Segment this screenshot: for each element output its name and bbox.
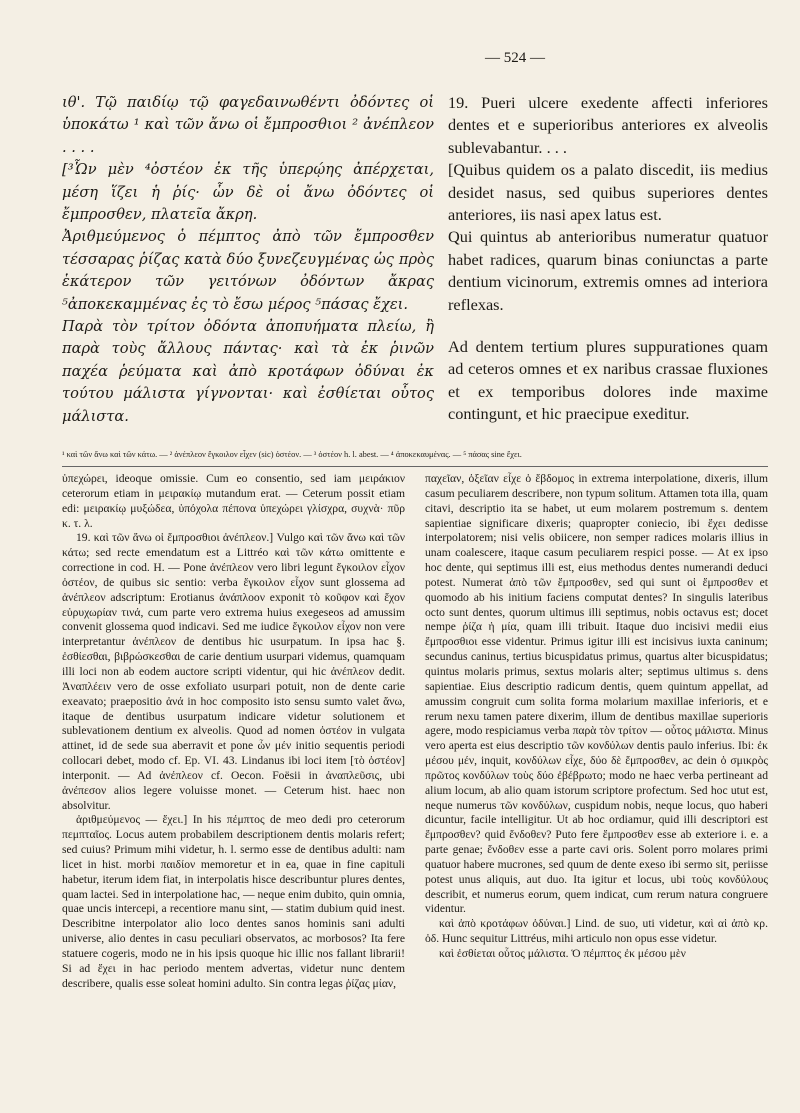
greek-paragraph: [³Ὧν μὲν ⁴ὀστέον ἐκ τῆς ὑπερῴης ἀπέρχεται, μέση ἵζει ἡ ῥίς· ὧν δὲ οἱ ἄνω ὀδόντες οἱ ἔμπροσθεν, πλατεῖα ἄκρη.: [62, 161, 434, 224]
commentary-paragraph: ὑπεχώρει, ideoque omissie. Cum eo consentio, sed iam μειράκιον ceterorum etiam in μειρακίῳ mutandum erat. — Ceterum possit etiam edi: μειρακίῳ μυξώδεα, ὑπόχολα πέπονα ὑπεχώρει γλίσχρα, συχνὰ· πῦρ κ. τ. λ.: [62, 472, 405, 530]
commentary-paragraph: παχεῖαν, ὀξεῖαν εἶχε ὁ ἕβδομος in extrema interpolatione, dixeris, illum casum peculiarem describere, non typum solitum. Attamen tota illa, quam citavi, descriptio ita se habet, ut eum molarem postremum s. dentem sapientiae significare dixeris; quapropter coniecio, ibi ἔχει dedisse interpolatorem; nisi velis obiicere, non semper radices molaris illius in unam coalescere, itaque casum peculiarem respici posse. — At ex ipso hoc dente, qui septimus illi est, eius methodus dentes numerandi deduci potest. Numerat ἀπὸ τῶν ἔμπροσθεν, sed qui sunt οἱ ἔμπροσθεν et quomodo ab his initium faciens computat dentes? In singulis lateribus octo sunt dentes, quorum ultimus illi septimus, nobis octavus est; docet nempe ῥίζα ἡ μία, quam illi tribuit. Itaque duo incisivi medii eius ἔμπροσθιοι esse videntur. Primus igitur illi est incisivus iuxta caninum; secundus caninus, tertius bicuspidatus primus, quartus alter bicuspidatus; quintus molaris primus, sextus molaris alter; septimus ultimus s. dens sapientiae. Eius descriptio radicum dentis, quem quintum appellat, ad amussim congruit cum solita forma molarium maxillae inferioris, et e rerum nexu tamen patere dixerim, illum de dentibus maxillae superioris agere, modo respiciamus verba παρὰ τὸν τρίτον — οὗτος μάλιστα. Minus vero aperta est eius descriptio τῶν κονδύλων dentis paulo inferius. Ibi: ἐκ μέσου μέν, inquit, κονδύλων εἶχε, δύο δὲ ἔμπροσθεν, ac dein ὁ σμικρὸς πρῶτος κονδύλων τοὺς δύο ἐβέβρωτο; modo ne haec verba pertineant ad alium locum, ab alio quam istorum scriptore profectum. Sed hoc utut est, neque numerus τῶν κονδύλων, cuspidum nobis, neque locus, quo haberi dicuntur, facile intelligitur. Ut ab hoc ordiamur, quid illi descriptori est ἔμπροσθεν? quid ἔνδοθεν? Puto fere ἔμπροσθεν esse ab exteriore i. e. a parte genae; ἔνδοθεν esse a parte cavi oris. Solent porro molares primi quatuor habere mucrones, sed quum de dente exeso ibi sermo sit, periisse potest unus aliquis, aut duo. Ita igitur et locus, ubi τοὺς κονδύλους describit, et numerus eorum, quem indicat, cum rerum natura congruere videntur.: [425, 472, 768, 916]
commentary-right-column: [425, 472, 768, 1102]
greek-paragraph: Παρὰ τὸν τρίτον ὀδόντα ἀποπυήματα πλείω, ἢ παρὰ τοὺς ἄλλους πάντας· καὶ τὰ ἐκ ῥινῶν παχέα ῥεύματα καὶ ἀπὸ κροτάφων ὀδύναι ἐκ τούτου μάλιστα γίγνονται· καὶ ἐσθίεται οὗτος μάλιστα.: [62, 318, 434, 425]
commentary-paragraph: καὶ ἀπὸ κροτάφων ὀδύναι.] Lind. de suo, uti videtur, καὶ αἱ ἀπὸ κρ. ὀδ. Hunc sequitur Littréus, mihi articulo non opus esse videtur.: [425, 917, 768, 946]
footnote-divider: [62, 466, 768, 467]
latin-paragraph: [Quibus quidem os a palato discedit, iis medius desidet nasus, sed quibus superiores dentes anteriores, iis nasi apex latus est.: [448, 160, 768, 225]
page-number: — 524 —: [485, 50, 545, 66]
greek-paragraph: Ἀριθμεύμενος ὁ πέμπτος ἀπὸ τῶν ἔμπροσθεν τέσσαρας ῥίζας κατὰ δύο ξυνεζευγμένας ὡς πρὸς ἑκάτερον τῶν γειτόνων ὀδόντων ἄκρας ⁵ἀποκεκαμμένας ἐς τὸ ἔσω μέρος ⁵πάσας ἔχει.: [62, 228, 434, 313]
footnotes: ¹ καὶ τῶν ἄνω καὶ τῶν κάτω. — ² ἀνέπλεον ἔγκοιλον εἶχεν (sic) ὀστέον. — ³ ὀστέον h. l. abest. — ⁴ ἀποκεκαυμένας. — ⁵ πάσας sine ἔχει.: [62, 450, 522, 459]
latin-paragraph: Qui quintus ab anterioribus numeratur quatuor habet radices, quarum binas coniunctas a parte dentium vicinorum, extremis omnes ad interiora reflexas.: [448, 227, 768, 314]
commentary-left-column: [62, 472, 405, 1102]
greek-paragraph: ιθ'. Τῷ παιδίῳ τῷ φαγεδαινωθέντι ὀδόντες οἱ ὑποκάτω ¹ καὶ τῶν ἄνω οἱ ἔμπροσθιοι ² ἀνέπλεον . . . .: [62, 94, 434, 156]
latin-paragraph: 19. Pueri ulcere exedente affecti inferiores dentes et e superioribus anteriores ex alveolis sublevabantur. . . .: [448, 93, 768, 157]
commentary-paragraph: 19. καὶ τῶν ἄνω οἱ ἔμπροσθιοι ἀνέπλεον.] Vulgo καὶ τῶν ἄνω καὶ τῶν κάτω; sed recte emendatum est a Littréo καὶ τῶν κάτω omittente e correctione in cod. H. — Pone ἀνέπλεον vero libri legunt ἔγκοιλον εἶχον ὀστέον, de quibus sic sentio: verba ἔγκοιλον εἶχον sunt glossema ad ἀνέπλεον adscriptum: Erotianus ἀνάπλοον exponit τὸ κοῦφον καὶ ἔχον εὐρυχωρίαν τινά, cum parte vero extrema huius exegeseos ad amussim convenit glossema quod indicavi. Sed me iudice ἔγκοιλον εἶχον non vere interpretantur ἀνέπλεον de dentibus hic usurpatum. In ipsa hac §. ἐσθίεσθαι, βιβρώσκεσθαι de carie dentium usurpari videmus, quamquam illi loci non ab eodem auctore scripti videntur, qui hic ἀνέπλεον dedit. Ἀναπλέειν vero de osse exfoliato usurpari potuit, non de dente carie exeavato; praepositio ἀνά in hoc composito isto sensu sumto valet ἄνω, itaque de dentibus usurpatum indicare videtur solutionem et sublevationem dentium ex alveolis. Quod ad nomen ὀστέον in vulgata attinet, id de sede sua aberravit et pone ὧν μέν initio sequentis periodi collocari debet, modo cf. Ep. VI. 43. Lindanus ibi loci item [τὸ ὀστέον] interponit. — Ad ἀνέπλεον cf. Oecon. Foësii in ἀναπλεῦσις, ubi ἀνέπεσον alios legere voluisse monet. — Ceterum hist. haec non absolvitur.: [62, 531, 405, 812]
greek-text-column: [62, 92, 434, 428]
latin-text-column: [448, 92, 768, 426]
commentary-paragraph: ἀριθμεύμενος — ἔχει.] In his πέμπτος de meo dedi pro ceterorum πεμπταῖος. Locus autem probabilem descriptionem dentis molaris refert; sed cuius? Primum mihi videtur, h. l. sermo esse de dentibus adulti: nam licet in hist. morbi παιδίον memoretur et in ea, quae in fine capituli habetur, iterum idem fiat, in interpolatis hisce describuntur plures dentes, quam lactei. Sed in interpolatione hac, — neque enim dubito, quin omnia, quae uncis intercepi, a recentiore manu sint, — statim dubium quid inest. Describitne interpolator alio loco dentes sanos hominis sani adulti universe, alio dentes in casu peculiari observatos, ac morbosos? Ita fere statuere cogeris, modo ne in his ipsis quoque hic illic nos fallant librarii! Si ad ἔχει in hac periodo mentem advertas, videtur nunc dentem describere, qualis esse soleat homini adulto. Sin contra legas ῥίζας μίαν,: [62, 813, 405, 990]
commentary-paragraph: καὶ ἐσθίεται οὗτος μάλιστα. Ὁ πέμπτος ἐκ μέσου μὲν: [439, 947, 686, 960]
latin-paragraph: Ad dentem tertium plures suppurationes quam ad ceteros omnes et ex naribus crassae fluxiones et ex temporibus dolores inde maxime contingunt, et hic praecipue exeditur.: [448, 337, 768, 424]
